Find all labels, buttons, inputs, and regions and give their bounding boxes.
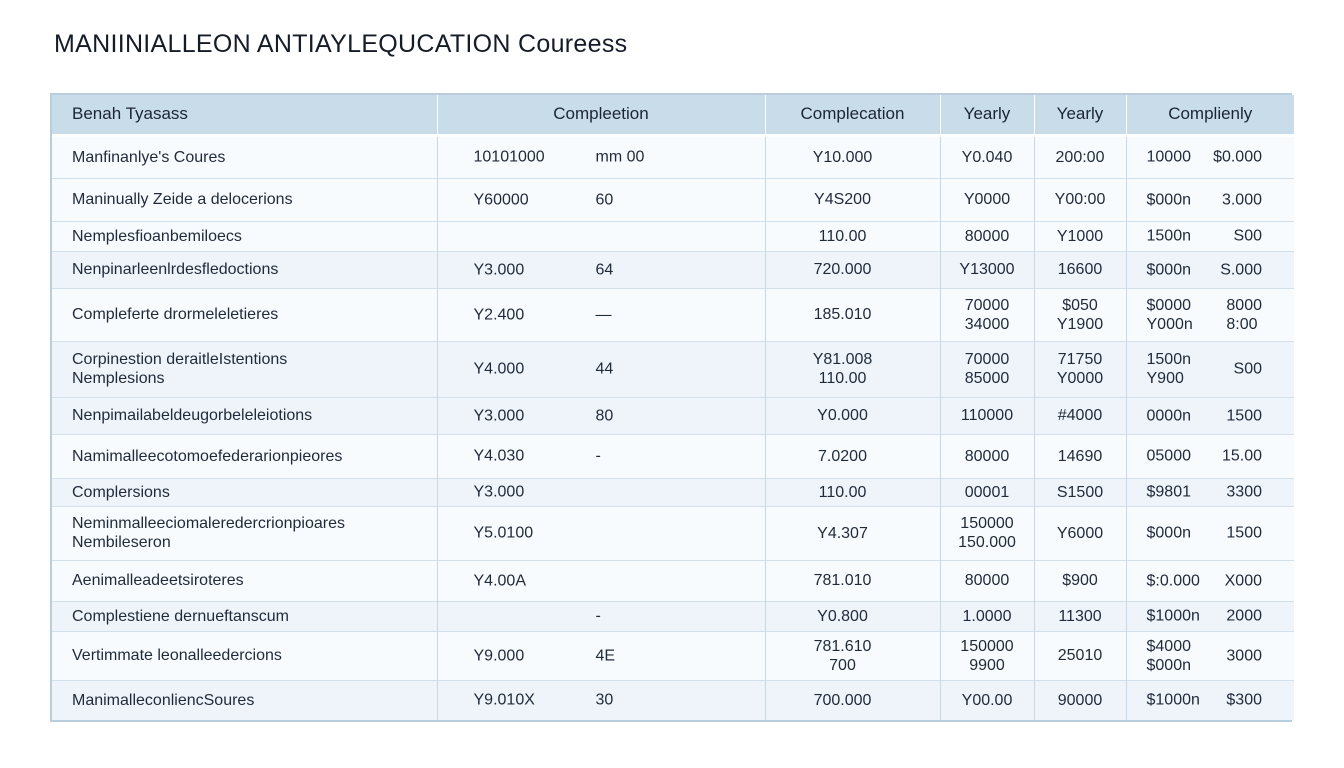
cell-complienly-b: S.000 <box>1220 261 1262 278</box>
cell-course-name <box>52 397 437 434</box>
cell-completion-b: 60 <box>595 191 614 208</box>
cell-complienly-a: $000n <box>1146 524 1191 542</box>
cell-course-name-text: Nenpinarleenlrdesfledoctions <box>72 261 279 278</box>
table-row[interactable] <box>52 397 1294 434</box>
cell-complienly <box>1126 601 1294 631</box>
cell-yearly-2-text: Y6000 <box>1056 524 1104 542</box>
cell-yearly-1 <box>940 341 1034 397</box>
cell-complienly-b: 3000 <box>1226 647 1262 664</box>
cell-yearly-1-text: 70000 85000 <box>964 351 1010 387</box>
cell-yearly-1-text: Y00.00 <box>961 691 1013 709</box>
cell-complienly-b: S00 <box>1233 227 1262 245</box>
cell-yearly-1 <box>940 288 1034 341</box>
cell-yearly-1 <box>940 221 1034 251</box>
cell-complienly <box>1126 631 1294 680</box>
table-row[interactable] <box>52 434 1294 478</box>
page-title: MANIINIALLEON ANTIAYLEQUCATION Coureess <box>54 30 628 58</box>
cell-complecation-text: 7.0200 <box>818 447 867 465</box>
table-row[interactable] <box>52 506 1294 560</box>
cell-yearly-2-text: 11300 <box>1058 607 1102 625</box>
cell-course-name-text: Complestiene dernueftanscum <box>72 607 290 625</box>
cell-course-name <box>52 631 437 680</box>
cell-completion-a: Y4.030 <box>473 447 525 465</box>
cell-completion <box>437 135 765 178</box>
cell-yearly-1 <box>940 506 1034 560</box>
column-header-yearly-1[interactable]: Yearly <box>940 95 1034 135</box>
cell-course-name <box>52 251 437 288</box>
cell-yearly-1-text: 00001 <box>964 483 1010 501</box>
cell-course-name <box>52 288 437 341</box>
cell-yearly-2 <box>1034 478 1126 506</box>
cell-complienly <box>1126 135 1294 178</box>
column-header-completion[interactable]: Compleetion <box>437 95 765 135</box>
cell-yearly-2-text: 71750 Y0000 <box>1056 351 1104 387</box>
cell-complecation <box>765 251 940 288</box>
cell-complienly-b: $0.000 <box>1213 148 1262 166</box>
table-row[interactable] <box>52 601 1294 631</box>
cell-complecation <box>765 221 940 251</box>
table-row[interactable] <box>52 221 1294 251</box>
cell-complienly-b: X000 <box>1224 572 1262 589</box>
cell-course-name <box>52 560 437 601</box>
cell-complecation <box>765 135 940 178</box>
cell-yearly-2 <box>1034 135 1126 178</box>
cell-yearly-1-text: Y13000 <box>959 261 1015 278</box>
cell-yearly-1-text: 1.0000 <box>962 607 1012 625</box>
cell-completion-a: Y2.400 <box>473 306 525 323</box>
cell-complecation <box>765 397 940 434</box>
cell-yearly-2-text: $900 <box>1062 572 1098 589</box>
cell-complienly-a: $1000n <box>1146 607 1200 625</box>
cell-yearly-2-text: $050 Y1900 <box>1056 296 1104 333</box>
cell-complecation-text: Y10.000 <box>812 148 873 166</box>
cell-complienly-a: $000n <box>1146 261 1191 278</box>
table-row[interactable] <box>52 478 1294 506</box>
cell-complienly-a: $000n <box>1146 191 1191 208</box>
table-row[interactable] <box>52 135 1294 178</box>
cell-complecation-text: 781.010 <box>813 572 872 589</box>
table-row[interactable] <box>52 341 1294 397</box>
cell-yearly-2-text: Y00:00 <box>1054 191 1106 208</box>
cell-complecation-text: Y0.800 <box>817 607 868 625</box>
cell-completion-b: 64 <box>595 261 614 278</box>
cell-yearly-2 <box>1034 288 1126 341</box>
cell-completion-a: Y4.00A <box>473 572 526 589</box>
cell-course-name <box>52 135 437 178</box>
cell-yearly-2-text: S1500 <box>1056 483 1104 501</box>
cell-complienly-b: 15.00 <box>1221 447 1262 465</box>
cell-complecation-text: 110.00 <box>818 227 867 245</box>
cell-course-name-text: Corpinestion deraitleIstentions Nemplesions <box>72 351 288 387</box>
cell-completion-b: - <box>595 447 601 465</box>
cell-yearly-1-text: Y0000 <box>963 191 1011 208</box>
cell-completion <box>437 221 765 251</box>
cell-complienly-b: 1500 <box>1226 407 1262 424</box>
table-row[interactable] <box>52 631 1294 680</box>
cell-course-name-text: Complersions <box>72 483 170 501</box>
cell-complecation <box>765 601 940 631</box>
cell-complienly-b: 3300 <box>1226 483 1262 501</box>
cell-course-name <box>52 478 437 506</box>
cell-complienly-b: 8000 8:00 <box>1226 296 1262 333</box>
cell-yearly-2 <box>1034 601 1126 631</box>
cell-yearly-2 <box>1034 680 1126 720</box>
cell-yearly-2 <box>1034 251 1126 288</box>
cell-completion <box>437 601 765 631</box>
cell-completion-a: Y9.000 <box>473 647 525 664</box>
cell-complienly-a: 05000 <box>1146 447 1191 465</box>
cell-yearly-2 <box>1034 221 1126 251</box>
cell-complienly-b: $300 <box>1226 691 1262 709</box>
cell-completion <box>437 251 765 288</box>
cell-course-name <box>52 601 437 631</box>
cell-course-name-text: Nemplesfioanbemiloecs <box>72 227 242 245</box>
cell-complecation-text: 781.610 700 <box>813 637 872 674</box>
cell-complecation <box>765 341 940 397</box>
cell-completion <box>437 397 765 434</box>
cell-yearly-1-text: 110000 <box>960 407 1014 424</box>
cell-complienly <box>1126 506 1294 560</box>
cell-completion-a: Y3.000 <box>473 261 525 278</box>
cell-completion <box>437 560 765 601</box>
cell-course-name-text: Neminmalleeciomaleredercrionpioares Nembileseron <box>72 515 346 551</box>
cell-yearly-2-text: 16600 <box>1057 261 1103 278</box>
cell-complienly-a: 10000 <box>1146 148 1191 166</box>
cell-complienly <box>1126 478 1294 506</box>
cell-complecation <box>765 680 940 720</box>
cell-course-name-text: Manfinanlye's Coures <box>72 148 226 166</box>
cell-complecation-text: Y81.008 110.00 <box>812 351 873 387</box>
cell-complecation <box>765 506 940 560</box>
cell-yearly-1-text: 80000 <box>964 447 1010 465</box>
cell-course-name-text: Maninually Zeide a delocerions <box>72 191 293 208</box>
cell-completion <box>437 631 765 680</box>
cell-complecation <box>765 478 940 506</box>
cell-course-name-text: Compleferte drormeleletieres <box>72 306 279 323</box>
cell-yearly-2 <box>1034 397 1126 434</box>
cell-yearly-1 <box>940 560 1034 601</box>
cell-complecation-text: 700.000 <box>813 691 872 709</box>
cell-complecation-text: 110.00 <box>818 483 867 501</box>
cell-completion-b: - <box>595 607 601 625</box>
cell-completion-b: 4E <box>595 647 616 664</box>
cell-yearly-1 <box>940 680 1034 720</box>
column-header-name[interactable]: Benah Tyasass <box>52 95 437 135</box>
cell-complienly-a: $:0.000 <box>1146 572 1200 589</box>
cell-complienly <box>1126 251 1294 288</box>
cell-yearly-2 <box>1034 631 1126 680</box>
cell-completion-a: Y4.000 <box>473 360 525 378</box>
cell-yearly-2 <box>1034 178 1126 221</box>
cell-yearly-2-text: 14690 <box>1057 447 1103 465</box>
cell-yearly-2 <box>1034 434 1126 478</box>
cell-completion-b: mm 00 <box>595 148 645 166</box>
cell-yearly-2-text: #4000 <box>1057 407 1103 424</box>
cell-completion-a: Y9.010X <box>473 691 535 709</box>
cell-yearly-2 <box>1034 341 1126 397</box>
cell-course-name <box>52 680 437 720</box>
cell-complienly <box>1126 560 1294 601</box>
cell-complecation <box>765 631 940 680</box>
cell-course-name <box>52 341 437 397</box>
cell-complienly <box>1126 397 1294 434</box>
cell-yearly-1 <box>940 601 1034 631</box>
cell-yearly-1-text: 80000 <box>964 227 1010 245</box>
cell-course-name <box>52 434 437 478</box>
cell-complienly <box>1126 680 1294 720</box>
cell-completion <box>437 288 765 341</box>
cell-completion-b: 80 <box>595 407 614 424</box>
table-body <box>52 135 1294 720</box>
cell-complecation <box>765 178 940 221</box>
cell-complecation-text: Y0.000 <box>817 407 868 424</box>
cell-complecation <box>765 560 940 601</box>
cell-complienly-b: 2000 <box>1226 607 1262 625</box>
cell-yearly-2-text: Y1000 <box>1056 227 1104 245</box>
cell-complienly-b: 3.000 <box>1221 191 1262 208</box>
cell-complecation <box>765 434 940 478</box>
column-header-complienly[interactable]: Complienly <box>1126 95 1294 135</box>
table-row[interactable] <box>52 560 1294 601</box>
cell-yearly-2-text: 200:00 <box>1055 148 1105 166</box>
table-row[interactable] <box>52 288 1294 341</box>
cell-complecation-text: Y4.307 <box>817 524 868 542</box>
cell-yearly-1 <box>940 397 1034 434</box>
table-row[interactable] <box>52 178 1294 221</box>
cell-course-name-text: Namimalleecotomoefederarionpieores <box>72 447 343 465</box>
cell-complienly-a: 1500n Y900 <box>1146 351 1191 387</box>
cell-completion <box>437 434 765 478</box>
cell-yearly-2 <box>1034 506 1126 560</box>
cell-completion-a: Y5.0100 <box>473 524 534 542</box>
cell-yearly-1-text: 80000 <box>964 572 1010 589</box>
column-header-complecation[interactable]: Complecation <box>765 95 940 135</box>
cell-course-name <box>52 178 437 221</box>
cell-course-name <box>52 221 437 251</box>
cell-completion <box>437 178 765 221</box>
cell-course-name-text: Nenpimailabeldeugorbeleleiotions <box>72 407 313 424</box>
cell-yearly-1 <box>940 135 1034 178</box>
cell-yearly-1-text: 70000 34000 <box>964 296 1010 333</box>
cell-yearly-1 <box>940 251 1034 288</box>
cell-complienly-a: 0000n <box>1146 407 1191 424</box>
cell-completion-b: 30 <box>595 691 614 709</box>
cell-yearly-1-text: Y0.040 <box>961 148 1013 166</box>
cell-completion <box>437 506 765 560</box>
cell-yearly-1 <box>940 478 1034 506</box>
cell-completion-a: 10101000 <box>473 148 545 166</box>
cell-completion-b: — <box>595 306 612 323</box>
cell-complecation-text: 720.000 <box>813 261 872 278</box>
cell-course-name-text: ManimalleconliencSoures <box>72 691 255 709</box>
table-header-row <box>52 95 1294 135</box>
cell-complienly-a: $1000n <box>1146 691 1200 709</box>
cell-completion-a: Y3.000 <box>473 483 525 501</box>
cell-course-name <box>52 506 437 560</box>
cell-completion <box>437 680 765 720</box>
cell-complienly-b: 1500 <box>1226 524 1262 542</box>
cell-complienly <box>1126 288 1294 341</box>
cell-yearly-1 <box>940 631 1034 680</box>
cell-completion-a: Y60000 <box>473 191 529 208</box>
cell-yearly-2-text: 90000 <box>1057 691 1103 709</box>
cell-yearly-1-text: 150000 9900 <box>960 637 1014 674</box>
cell-completion-b: 44 <box>595 360 614 378</box>
cell-complienly <box>1126 221 1294 251</box>
courses-table <box>50 93 1292 722</box>
cell-yearly-1 <box>940 434 1034 478</box>
cell-complienly-b: S00 <box>1233 360 1262 378</box>
cell-completion <box>437 478 765 506</box>
cell-complienly <box>1126 341 1294 397</box>
cell-complecation <box>765 288 940 341</box>
cell-complienly-a: $4000 $000n <box>1146 637 1191 674</box>
cell-complienly-a: $9801 <box>1146 483 1191 501</box>
cell-complienly-a: $0000 Y000n <box>1146 296 1193 333</box>
cell-complecation-text: 185.010 <box>813 306 872 323</box>
cell-yearly-2 <box>1034 560 1126 601</box>
cell-completion <box>437 341 765 397</box>
table-row[interactable] <box>52 251 1294 288</box>
cell-complienly-a: 1500n <box>1146 227 1191 245</box>
cell-complienly <box>1126 434 1294 478</box>
cell-course-name-text: Aenimalleadeetsiroteres <box>72 572 244 589</box>
cell-yearly-1 <box>940 178 1034 221</box>
cell-completion-a: Y3.000 <box>473 407 525 424</box>
cell-complienly <box>1126 178 1294 221</box>
cell-yearly-2-text: 25010 <box>1057 647 1103 664</box>
column-header-yearly-2[interactable]: Yearly <box>1034 95 1126 135</box>
table-row[interactable] <box>52 680 1294 720</box>
cell-course-name-text: Vertimmate leonalleedercions <box>72 647 282 664</box>
cell-yearly-1-text: 150000 150.000 <box>958 515 1016 551</box>
cell-complecation-text: Y4S200 <box>814 191 871 208</box>
